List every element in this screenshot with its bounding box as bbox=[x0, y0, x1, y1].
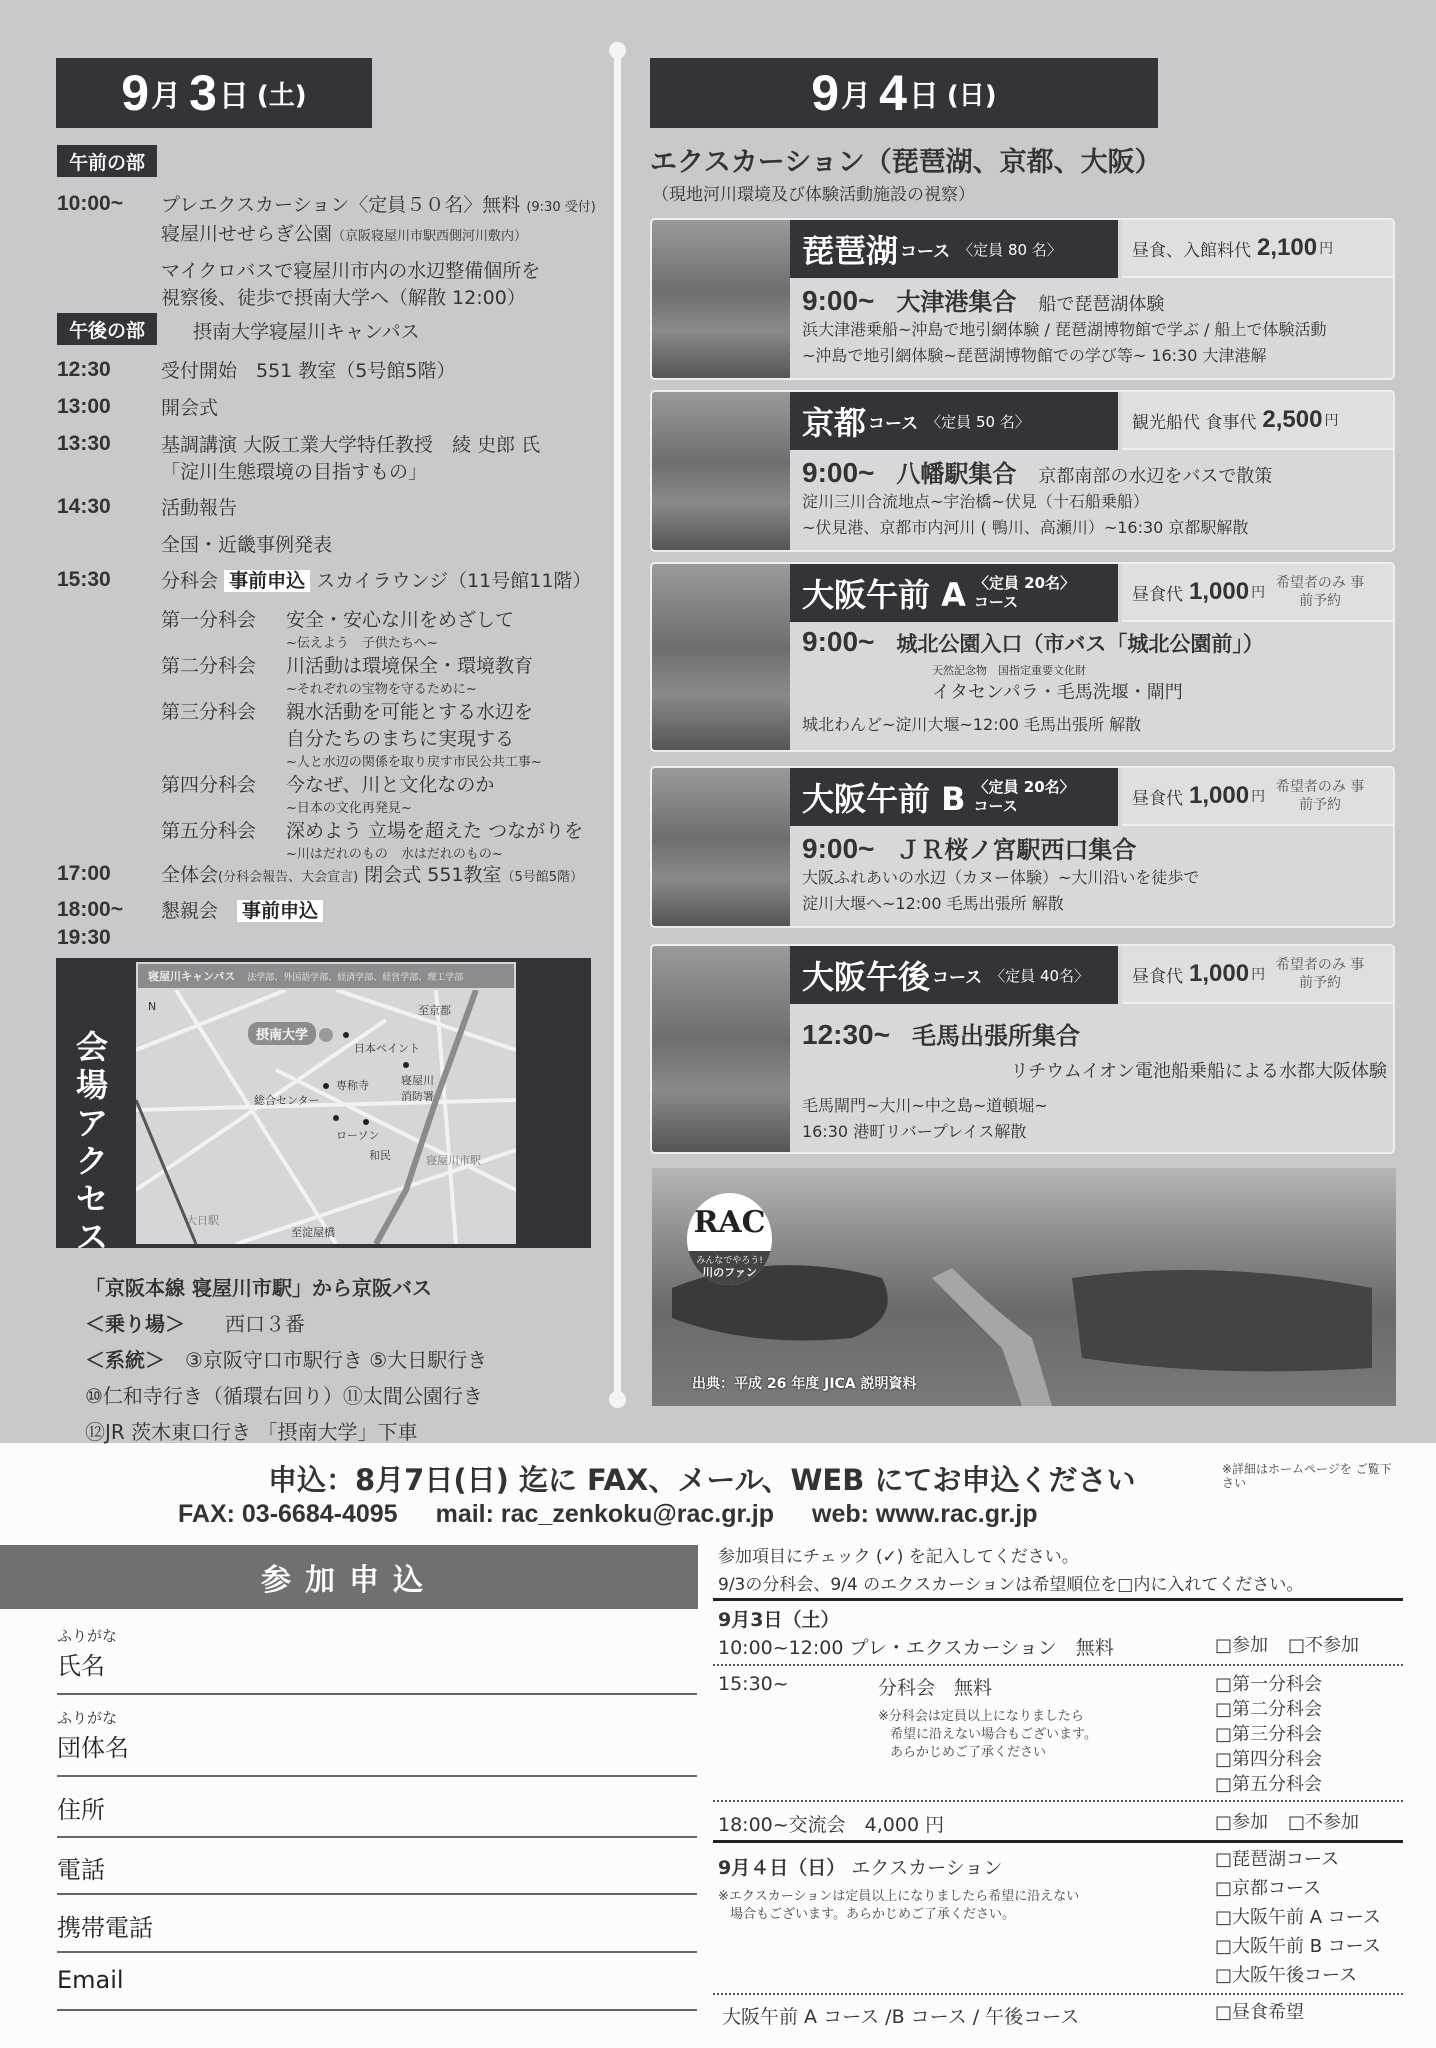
web-link[interactable]: web: www.rac.gr.jp bbox=[812, 1500, 1038, 1528]
schedule-row bbox=[57, 862, 583, 891]
course-header bbox=[790, 946, 1118, 1004]
field-label: 携帯電話 bbox=[57, 1914, 153, 1942]
map-label: 日本ペイント bbox=[354, 1042, 420, 1055]
schedule-time: 19:30 bbox=[57, 926, 111, 949]
biwako-course-checkbox[interactable]: □琵琶湖コース bbox=[1215, 1849, 1340, 1870]
session-time-label: 15:30~ bbox=[718, 1673, 789, 1695]
note-line: ※エクスカーションは定員以上になりましたら希望に沿えない bbox=[718, 1889, 1080, 1904]
session-subtitle: ~日本の文化再発見~ bbox=[286, 801, 412, 816]
meet-time: 9:00~ bbox=[802, 285, 875, 316]
price-amount: 1,000 bbox=[1189, 960, 1250, 987]
furigana-label: ふりがな bbox=[57, 1627, 118, 1645]
course-highlight: リチウムイオン電池船乗船による水都大阪体験 bbox=[1010, 1061, 1387, 1082]
rac-tagline: 川のファン bbox=[702, 1266, 757, 1279]
course-card-osaka-pm bbox=[650, 944, 1395, 1154]
osaka-pm-checkbox[interactable]: □大阪午後コース bbox=[1215, 1965, 1358, 1986]
lunch-option-label: 大阪午前 A コース /B コース / 午後コース bbox=[722, 2006, 1080, 2028]
osaka-am-a-checkbox[interactable]: □大阪午前 A コース bbox=[1215, 1907, 1381, 1928]
schedule-detail bbox=[161, 192, 596, 312]
rac-logo-band bbox=[687, 1251, 772, 1285]
weekday: (土) bbox=[256, 80, 307, 111]
month-number: 9 bbox=[121, 65, 150, 121]
bus-line-1: 「京阪本線 寝屋川市駅」から京阪バス bbox=[85, 1276, 432, 1300]
course-name: 琵琶湖 bbox=[802, 232, 899, 270]
rac-logo bbox=[687, 1193, 772, 1285]
price-currency: 円 bbox=[1251, 585, 1266, 601]
course-name: 京都 bbox=[802, 404, 867, 442]
session-item bbox=[161, 697, 542, 770]
party-attend-checkbox[interactable]: □参加 bbox=[1215, 1812, 1269, 1833]
price-amount: 1,000 bbox=[1189, 578, 1250, 605]
schedule-row bbox=[57, 395, 218, 422]
closing-ceremony: 閉会式 551教室 bbox=[364, 864, 502, 886]
schedule-time: 10:00~ bbox=[57, 192, 123, 215]
pre-excursion-option-label: 10:00~12:00 プレ・エクスカーション 無料 bbox=[718, 1637, 1114, 1659]
excursion-note bbox=[718, 1888, 1079, 1924]
section-rule bbox=[713, 1598, 1403, 1601]
map-roads-icon bbox=[136, 990, 516, 1244]
address-field[interactable] bbox=[57, 1790, 697, 1838]
pre-excursion-venue: 寝屋川せせらぎ公園 bbox=[161, 223, 333, 245]
meet-place: 毛馬出張所集合 bbox=[911, 1022, 1080, 1050]
schedule-time: 18:00~ bbox=[57, 898, 123, 921]
session-name: 第三分科会 bbox=[161, 701, 257, 723]
instruction-2: 9/3の分科会、9/4 のエクスカーションは希望順位を□内に入れてください。 bbox=[718, 1571, 1303, 1600]
column-divider bbox=[614, 50, 621, 1400]
contact-info bbox=[178, 1500, 1038, 1529]
sights-list: イタセンパラ・毛馬洗堰・閘門 bbox=[932, 682, 1183, 703]
price-amount: 1,000 bbox=[1189, 782, 1250, 809]
note-line: ※分科会は定員以上になりましたら bbox=[878, 1709, 1084, 1724]
heritage-annotation: 天然記念物 国指定重要文化財 bbox=[932, 664, 1086, 677]
campus-map[interactable] bbox=[136, 962, 516, 1244]
instruction-1: 参加項目にチェック (✓) を記入してください。 bbox=[718, 1547, 1079, 1567]
afternoon-venue: 摂南大学寝屋川キャンパス bbox=[193, 321, 420, 343]
meet-place: 城北公園入口（市バス「城北公園前」） bbox=[896, 632, 1264, 656]
river-landscape-icon bbox=[652, 1168, 1396, 1406]
course-suffix: コース bbox=[932, 967, 983, 988]
afternoon-tag: 午後の部 bbox=[57, 313, 157, 345]
price-currency: 円 bbox=[1251, 967, 1266, 983]
course-capacity: 〈定員 20名〉 bbox=[973, 574, 1076, 592]
bus-route-label: ＜系統＞ bbox=[85, 1348, 165, 1372]
excursion-subtitle: （現地河川環境及び体験活動施設の視察） bbox=[652, 185, 975, 205]
note-line: 場合もございます。あらかじめご了承ください。 bbox=[730, 1907, 1015, 1922]
meet-time: 9:00~ bbox=[802, 626, 875, 657]
schedule-time: 13:30 bbox=[57, 432, 111, 455]
map-label: 総合センター bbox=[254, 1094, 320, 1107]
itinerary-line: ~伏見港、京都市内河川 ( 鴨川、高瀬川）~16:30 京都駅解散 bbox=[802, 518, 1249, 537]
price-currency: 円 bbox=[1251, 789, 1266, 805]
course-photo bbox=[652, 564, 790, 750]
party-not-attend-checkbox[interactable]: □不参加 bbox=[1288, 1812, 1360, 1833]
meet-place: 大津港集合 bbox=[896, 288, 1017, 316]
map-label: ローソン bbox=[336, 1129, 380, 1142]
course-card-kyoto bbox=[650, 390, 1395, 552]
map-label: 大日駅 bbox=[186, 1214, 219, 1227]
course-checkboxes bbox=[1215, 1845, 1381, 1990]
bus-stop-label: ＜乗り場＞ bbox=[85, 1312, 185, 1336]
field-label: 電話 bbox=[57, 1856, 105, 1884]
pre-excursion-checkboxes bbox=[1215, 1633, 1359, 1658]
map-university-label: 摂南大学 bbox=[248, 1022, 316, 1045]
price-label: 昼食代 bbox=[1132, 788, 1183, 809]
schedule-row bbox=[57, 192, 596, 312]
bus-line-5: ⑫JR 茨木東口行き 「摂南大学」下車 bbox=[85, 1420, 418, 1444]
lunch-checkbox[interactable]: □昼食希望 bbox=[1215, 2002, 1305, 2023]
course-suffix: コース bbox=[973, 797, 1018, 815]
dotted-rule bbox=[713, 1800, 1403, 1802]
course-price bbox=[1122, 220, 1393, 278]
meet-time: 9:00~ bbox=[802, 457, 875, 488]
course-header bbox=[790, 768, 1118, 826]
note-line: 希望に沿えない場合もございます。 bbox=[890, 1727, 1097, 1742]
session-4-checkbox[interactable]: □第四分科会 bbox=[1215, 1749, 1323, 1770]
schedule-row bbox=[57, 358, 455, 385]
form-day1-label: 9月3日（土） bbox=[718, 1609, 840, 1631]
price-amount: 2,500 bbox=[1262, 406, 1323, 433]
reservation-note: 希望者のみ 事前予約 bbox=[1275, 957, 1365, 991]
course-card-osaka-am-a bbox=[650, 562, 1395, 752]
venue-location: （京阪寝屋川市駅西側河川敷内） bbox=[332, 229, 528, 244]
price-amount: 2,100 bbox=[1257, 234, 1318, 261]
day2-date: 9月４日（日） bbox=[718, 1857, 846, 1879]
dotted-rule bbox=[713, 1664, 1403, 1666]
closing-location: （5号館5階） bbox=[501, 870, 584, 885]
course-photo bbox=[652, 392, 790, 550]
access-title: 会場アクセス bbox=[75, 1028, 108, 1256]
case-presentation: 全国・近畿事例発表 bbox=[161, 534, 333, 556]
month-number: 9 bbox=[811, 65, 840, 121]
checkbox-instructions bbox=[718, 1543, 1303, 1600]
course-price bbox=[1122, 392, 1393, 450]
schedule-text: 受付開始 551 教室（5号館5階） bbox=[161, 360, 456, 382]
reception-time: (9:30 受付) bbox=[526, 200, 596, 215]
price-label: 観光船代 食事代 bbox=[1132, 412, 1257, 433]
session-3-checkbox[interactable]: □第三分科会 bbox=[1215, 1724, 1323, 1745]
apply-deadline: 申込：8月7日(日) 迄に FAX、メール、WEB にてお申込ください bbox=[268, 1463, 1136, 1497]
course-price bbox=[1122, 564, 1393, 622]
meet-place: 八幡駅集合 bbox=[896, 460, 1017, 488]
reservation-note: 希望者のみ 事前予約 bbox=[1275, 575, 1365, 609]
map-campus-name: 寝屋川キャンパス bbox=[148, 970, 236, 983]
day2-excursion: エクスカーション bbox=[851, 1857, 1003, 1879]
map-label: 寝屋川市駅 bbox=[426, 1154, 481, 1167]
session-title: 川活動は環境保全・環境教育 bbox=[286, 655, 534, 677]
weekday: (日) bbox=[946, 80, 997, 111]
session-1-checkbox[interactable]: □第一分科会 bbox=[1215, 1674, 1323, 1695]
map-label: 至京都 bbox=[418, 1004, 451, 1017]
lunch-checkbox-wrap bbox=[1215, 2000, 1304, 2025]
section-rule bbox=[713, 1840, 1403, 1843]
form-day2-label bbox=[718, 1853, 1002, 1880]
keynote-speaker: 基調講演 大阪工業大学特任教授 綾 史郎 氏 bbox=[161, 434, 541, 456]
itinerary-line: 淀川三川合流地点~宇治橋~伏見（十石船乗船） bbox=[802, 492, 1149, 511]
course-body bbox=[802, 454, 1387, 541]
session-subtitle: ~それぞれの宝物を守るために~ bbox=[286, 682, 477, 697]
itinerary-line: 16:30 港町リバープレイス解散 bbox=[802, 1122, 1027, 1141]
field-label: 氏名 bbox=[57, 1652, 105, 1680]
pre-registration-badge: 事前申込 bbox=[237, 900, 323, 922]
course-header bbox=[790, 564, 1118, 622]
price-label: 昼食、入館料代 bbox=[1132, 240, 1251, 261]
session-subtitle: ~川はだれのもの 水はだれのもの~ bbox=[286, 847, 503, 862]
month-label: 月 bbox=[841, 79, 872, 114]
note-line: あらかじめご了承ください bbox=[890, 1745, 1047, 1760]
course-price bbox=[1122, 946, 1393, 1004]
field-label: 団体名 bbox=[57, 1734, 129, 1762]
map-label: 専称寺 bbox=[336, 1079, 369, 1092]
pre-excursion-desc2: 視察後、徒歩で摂南大学へ（解散 12:00） bbox=[161, 287, 526, 309]
aerial-photo bbox=[652, 1168, 1396, 1406]
course-photo bbox=[652, 768, 790, 926]
session-title: 今なぜ、川と文化なのか bbox=[286, 774, 495, 796]
attend-checkbox[interactable]: □参加 bbox=[1215, 1635, 1269, 1656]
month-label: 月 bbox=[151, 79, 182, 114]
session-name: 第五分科会 bbox=[161, 820, 257, 842]
session-subtitle: ~伝えよう 子供たちへ~ bbox=[286, 636, 438, 651]
field-label: 住所 bbox=[57, 1796, 105, 1824]
bus-directions bbox=[85, 1270, 487, 1450]
session-label: 分科会 bbox=[161, 570, 219, 592]
course-capacity: 〈定員 50 名〉 bbox=[926, 412, 1030, 431]
plenary-note: (分科会報告、大会宣言) bbox=[218, 870, 359, 885]
schedule-row bbox=[57, 898, 323, 925]
meet-time: 12:30~ bbox=[802, 1019, 890, 1050]
itinerary-line: ~沖島で地引網体験~琵琶湖博物館での学び等~ 16:30 大津港解 bbox=[802, 346, 1267, 365]
course-name: 大阪午前 B bbox=[802, 780, 966, 818]
plenary-label: 全体会 bbox=[161, 864, 219, 886]
email-link[interactable]: mail: rac_zenkoku@rac.gr.jp bbox=[435, 1500, 774, 1528]
course-card-osaka-am-b bbox=[650, 766, 1395, 928]
schedule-row bbox=[57, 568, 591, 595]
party-option-label: 18:00~交流会 4,000 円 bbox=[718, 1814, 945, 1836]
session-item bbox=[161, 651, 533, 697]
course-card-biwako bbox=[650, 218, 1395, 380]
day-number: 3 bbox=[189, 65, 217, 121]
course-capacity: 〈定員 80 名〉 bbox=[958, 240, 1062, 259]
price-currency: 円 bbox=[1319, 241, 1334, 257]
schedule-row bbox=[57, 926, 161, 950]
course-name: 大阪午後 bbox=[802, 958, 931, 996]
bus-route-value: ③京阪守口市駅行き ⑤大日駅行き bbox=[185, 1348, 488, 1372]
course-capacity: 〈定員 20名〉 bbox=[973, 778, 1075, 796]
itinerary-line: 淀川大堰へ~12:00 毛馬出張所 解散 bbox=[802, 894, 1064, 913]
course-photo bbox=[652, 220, 790, 378]
session-2-checkbox[interactable]: □第二分科会 bbox=[1215, 1699, 1323, 1720]
course-header bbox=[790, 392, 1118, 450]
session-item bbox=[161, 816, 583, 862]
schedule-time: 15:30 bbox=[57, 568, 111, 591]
pre-registration-badge: 事前申込 bbox=[224, 570, 310, 592]
session-title-2: 自分たちのまちに実現する bbox=[286, 728, 515, 750]
map-faculties: 法学部、外国語学部、経済学部、経営学部、理工学部 bbox=[247, 972, 464, 983]
furigana-label: ふりがな bbox=[57, 1709, 118, 1727]
schedule-time: 12:30 bbox=[57, 358, 111, 381]
schedule-time: 14:30 bbox=[57, 495, 111, 518]
map-label: 和民 bbox=[369, 1149, 391, 1162]
day2-date-header bbox=[650, 58, 1158, 128]
dotted-rule bbox=[713, 1993, 1403, 1995]
morning-tag: 午前の部 bbox=[57, 145, 157, 177]
session-name: 第四分科会 bbox=[161, 774, 257, 796]
form-title: 参加申込 bbox=[0, 1545, 698, 1609]
day-label: 日 bbox=[218, 79, 249, 114]
venue-access bbox=[56, 958, 591, 1256]
kyoto-course-checkbox[interactable]: □京都コース bbox=[1215, 1878, 1322, 1899]
course-highlight: 京都南部の水辺をバスで散策 bbox=[1038, 466, 1273, 487]
session-title: 深めよう 立場を超えた つながりを bbox=[286, 820, 584, 842]
map-label: 寝屋川消防署 bbox=[401, 1074, 434, 1103]
photo-credit: 出典：平成 26 年度 JICA 説明資料 bbox=[692, 1376, 917, 1392]
session-name: 第一分科会 bbox=[161, 609, 257, 631]
course-header bbox=[790, 220, 1118, 278]
keynote-title: 「淀川生態環境の目指すもの」 bbox=[161, 461, 428, 483]
meet-time: 9:00~ bbox=[802, 833, 875, 864]
day-number: 4 bbox=[879, 65, 907, 121]
not-attend-checkbox[interactable]: □不参加 bbox=[1288, 1635, 1360, 1656]
mobile-phone-field[interactable] bbox=[57, 1908, 697, 1953]
phone-field[interactable] bbox=[57, 1850, 697, 1895]
session-item bbox=[161, 605, 514, 651]
course-suffix: コース bbox=[900, 241, 951, 262]
email-field[interactable] bbox=[57, 1966, 697, 2011]
schedule-time: 17:00 bbox=[57, 862, 111, 885]
map-header bbox=[136, 962, 516, 990]
bus-line-4: ⑩仁和寺行き（循環右回り）⑪太間公園行き bbox=[85, 1384, 483, 1408]
organization-field[interactable] bbox=[57, 1707, 697, 1777]
course-suffix: コース bbox=[973, 593, 1019, 611]
itinerary-line: 毛馬閘門~大川~中之島~道頓堀~ bbox=[802, 1096, 1048, 1115]
excursion-title: エクスカーション（琵琶湖、京都、大阪） bbox=[650, 147, 1162, 178]
reception-party: 懇親会 bbox=[161, 900, 219, 922]
session-fee-label: 分科会 無料 bbox=[878, 1677, 993, 1699]
map-label: 至淀屋橋 bbox=[291, 1226, 335, 1239]
course-capacity: 〈定員 40名〉 bbox=[990, 966, 1090, 985]
fax-number: FAX: 03-6684-4095 bbox=[178, 1500, 398, 1528]
itinerary-line: 浜大津港乗船~沖島で地引網体験 / 琵琶湖博物館で学ぶ / 船上で体験活動 bbox=[802, 320, 1327, 339]
bus-stop-value: 西口３番 bbox=[225, 1312, 305, 1336]
course-body bbox=[802, 626, 1387, 738]
course-name: 大阪午前 A bbox=[802, 576, 966, 614]
session-name: 第二分科会 bbox=[161, 655, 257, 677]
session-item bbox=[161, 770, 494, 816]
itinerary-line: 大阪ふれあいの水辺（カヌー体験）~大川沿いを徒歩で bbox=[802, 868, 1200, 887]
session-5-checkbox[interactable]: □第五分科会 bbox=[1215, 1774, 1323, 1795]
session-subtitle: ~人と水辺の関係を取り戻す市民公共工事~ bbox=[286, 755, 542, 770]
course-suffix: コース bbox=[868, 413, 919, 434]
pre-excursion-desc: マイクロバスで寝屋川市内の水辺整備個所を bbox=[161, 260, 541, 282]
schedule-row bbox=[57, 495, 332, 559]
price-label: 昼食代 bbox=[1132, 966, 1183, 987]
day1-date-header bbox=[56, 58, 372, 128]
schedule-text: 開会式 bbox=[161, 397, 219, 419]
meet-place: ＪＲ桜ノ宮駅西口集合 bbox=[896, 836, 1137, 864]
activity-report: 活動報告 bbox=[161, 497, 238, 519]
pre-excursion-title: プレエクスカーション〈定員５０名〉無料 bbox=[161, 194, 521, 216]
apply-note: ※詳細はホームページを ご覧下さい bbox=[1222, 1462, 1392, 1490]
schedule-row bbox=[57, 432, 540, 486]
session-title: 親水活動を可能とする水辺を bbox=[286, 701, 534, 723]
north-arrow-icon: N bbox=[148, 1000, 157, 1013]
reservation-note: 希望者のみ 事前予約 bbox=[1275, 779, 1365, 813]
session-note bbox=[878, 1708, 1097, 1762]
rac-slogan: みんなでやろう! bbox=[696, 1256, 763, 1266]
course-body bbox=[802, 282, 1387, 369]
rac-logo-text: RAC bbox=[693, 1205, 766, 1240]
course-highlight: 船で琵琶湖体験 bbox=[1038, 294, 1165, 315]
price-label: 昼食代 bbox=[1132, 584, 1183, 605]
name-field[interactable] bbox=[57, 1625, 697, 1695]
price-currency: 円 bbox=[1324, 413, 1339, 429]
party-checkboxes bbox=[1215, 1810, 1359, 1835]
field-label: Email bbox=[57, 1966, 124, 1994]
session-title: 安全・安心な川をめざして bbox=[286, 609, 515, 631]
course-body bbox=[802, 830, 1387, 917]
course-photo bbox=[652, 946, 790, 1152]
course-price bbox=[1122, 768, 1393, 826]
course-body bbox=[802, 1016, 1387, 1145]
itinerary-line: 城北わんど~淀川大堰~12:00 毛馬出張所 解散 bbox=[802, 715, 1142, 734]
session-venue: スカイラウンジ（11号館11階） bbox=[316, 570, 592, 592]
schedule-time: 13:00 bbox=[57, 395, 111, 418]
osaka-am-b-checkbox[interactable]: □大阪午前 B コース bbox=[1215, 1936, 1381, 1957]
session-checkboxes bbox=[1215, 1672, 1322, 1797]
day-label: 日 bbox=[908, 79, 939, 114]
